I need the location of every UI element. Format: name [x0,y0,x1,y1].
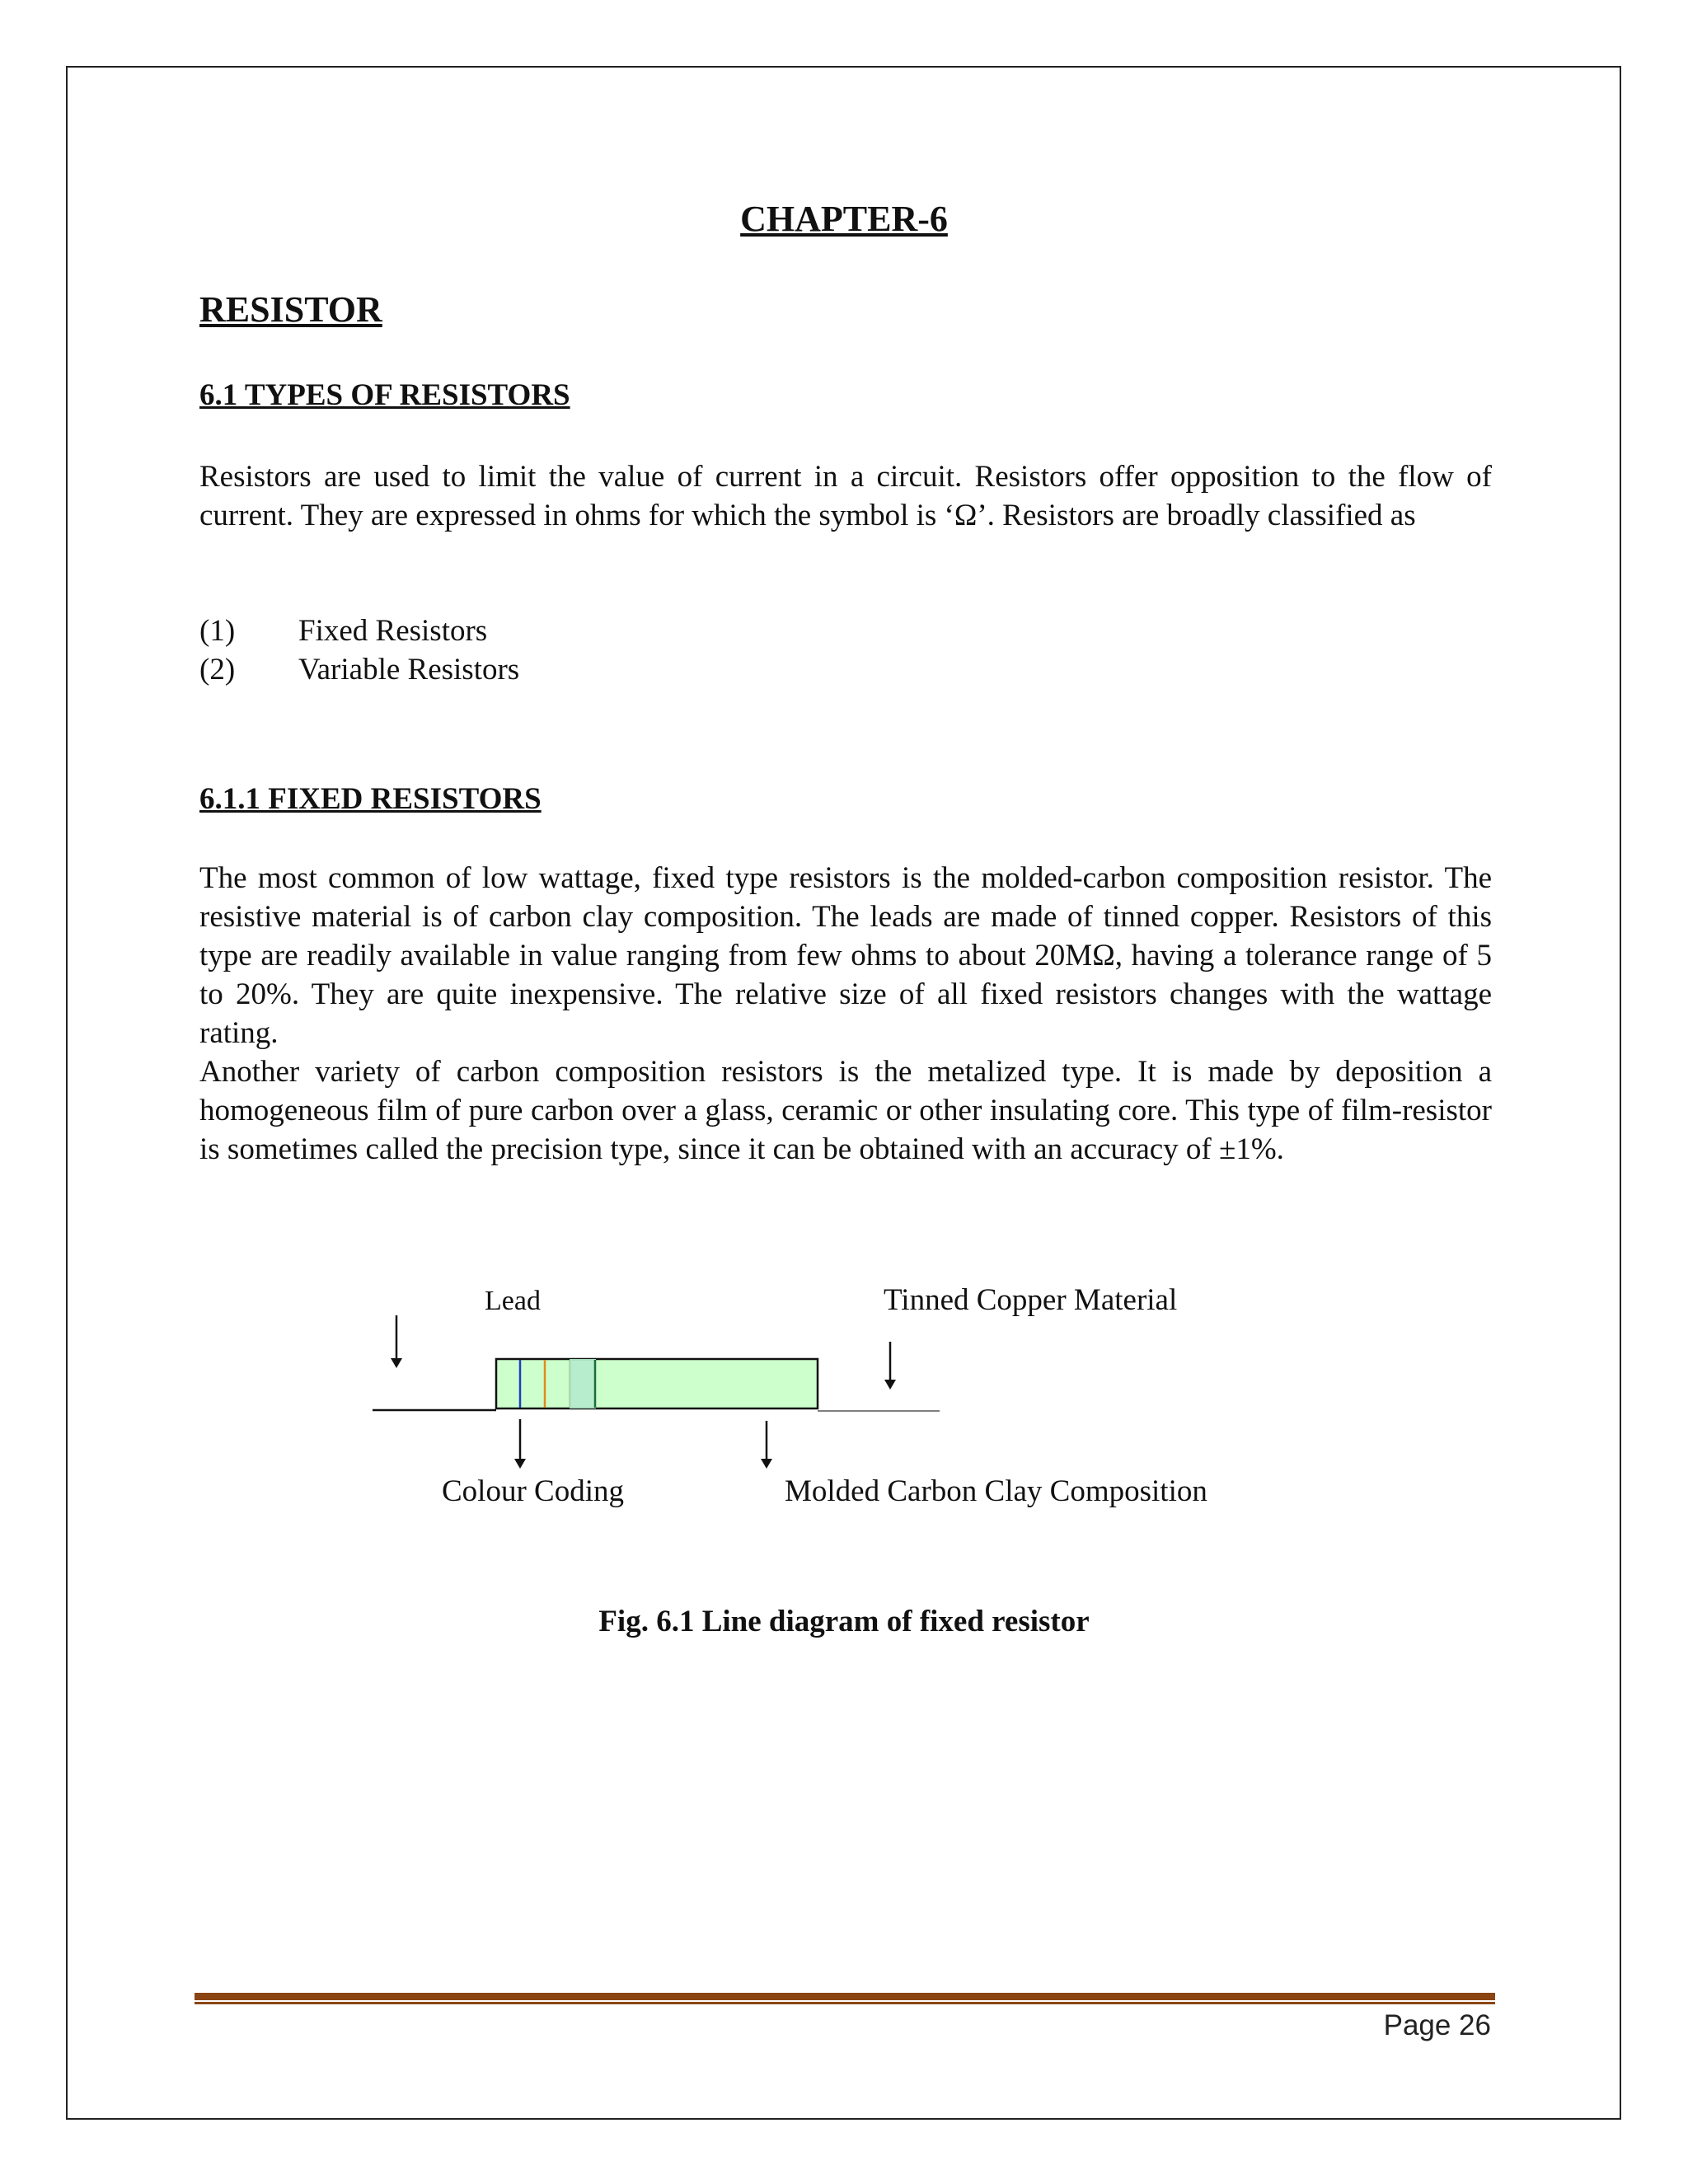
page-number: Page 26 [1383,2009,1491,2041]
label-colour-coding: Colour Coding [442,1474,624,1508]
chapter-title: CHAPTER-6 [740,199,948,239]
label-tinned-copper: Tinned Copper Material [884,1283,1178,1317]
resistor-diagram [363,1283,1352,1533]
subsection-heading-types: 6.1 TYPES OF RESISTORS [199,378,570,412]
list-item [199,650,519,689]
types-paragraph: Resistors are used to limit the value of current in a circuit. Resistors offer opposition to the flow of current. They are expressed in ohms for which the symbol is ‘Ω’. Resistors are broadly classified as [199,460,1492,532]
list-item-number: (2) [199,653,236,687]
section-title: RESISTOR [199,289,382,330]
list-item-text: Variable Resistors [298,653,520,687]
resistor-drawing [363,1286,1352,1533]
tinned-copper-arrow-head [884,1380,896,1390]
list-item-text: Fixed Resistors [298,614,488,648]
colour-band-4 [570,1360,595,1408]
fixed-paragraph-2: Another variety of carbon composition resistors is the metalized type. It is made by deposition a homogeneous film of pure carbon over a glass, ceramic or other insulating core. This type of film-resistor is sometimes called the precision type, since it can be obtained with an accuracy of ±1%. [199,1055,1492,1166]
label-molded-carbon: Molded Carbon Clay Composition [785,1474,1207,1508]
list-item-number: (1) [199,614,236,648]
subsection-heading-fixed: 6.1.1 FIXED RESISTORS [199,782,542,816]
fixed-paragraph-1: The most common of low wattage, fixed type resistors is the molded-carbon composition resistor. The resistive material is of carbon clay composition. The leads are made of tinned copper. Resistors of this type are readily available in value ranging from few ohms to about 20MΩ, having a tolerance range of 5 to 20%. They are quite inexpensive. The relative size of all fixed resistors changes with the wattage rating. [199,861,1492,1050]
list-item [199,612,487,650]
footer-rule [195,1993,1495,2004]
molded-carbon-arrow-head [761,1459,772,1469]
lead-arrow-head [391,1358,402,1368]
label-lead: Lead [485,1286,541,1316]
colour-coding-arrow-head [514,1459,526,1469]
figure-caption: Fig. 6.1 Line diagram of fixed resistor [598,1605,1090,1638]
